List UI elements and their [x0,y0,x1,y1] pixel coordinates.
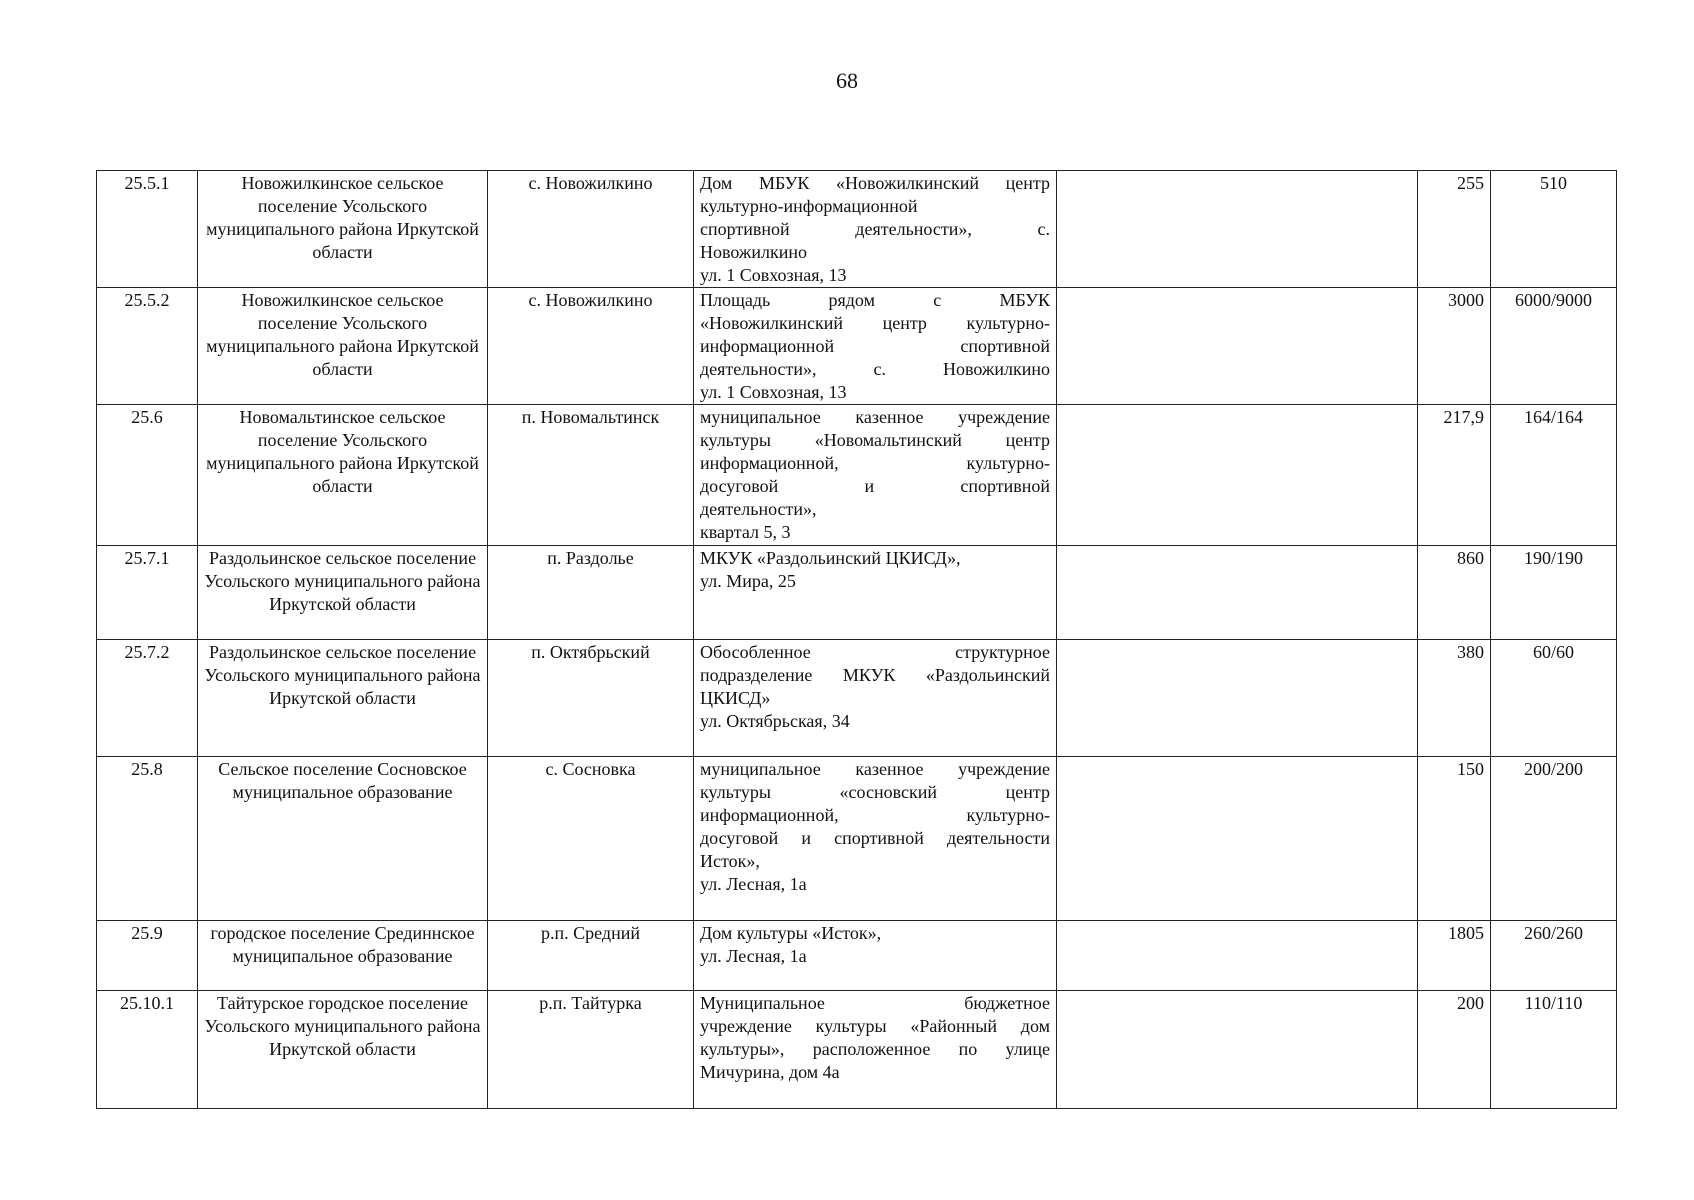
capacity-cell: 260/260 [1491,921,1617,991]
municipality-cell: Тайтурское городское поселение Усольского муниципального района Иркутской области [198,991,488,1109]
description-line: ул. Лесная, 1а [700,874,807,894]
locality-cell: р.п. Средний [488,921,694,991]
description-line: Дом МБУК «Новожилкинский центр [700,173,1050,193]
empty-cell [1057,405,1418,546]
municipality-cell: Новожилкинское сельское поселение Усольского муниципального района Иркутской области [198,171,488,288]
table-row [97,405,1617,546]
description-line: культурно-информационной [700,196,918,216]
facility-description [694,171,1057,288]
locality-cell: п. Раздолье [488,546,694,640]
locality-cell: с. Сосновка [488,757,694,921]
row-number: 25.10.1 [97,991,198,1109]
empty-cell [1057,991,1418,1109]
empty-cell [1057,921,1418,991]
description-line: Муниципальное бюджетное [700,993,1050,1013]
table-row [97,921,1617,991]
municipality-cell: Раздольинское сельское поселение Усольского муниципального района Иркутской области [198,640,488,757]
table-body [97,171,1617,1109]
description-line: муниципальное казенное учреждение [700,407,1050,427]
description-line: Площадь рядом с МБУК [700,290,1050,310]
area-cell: 150 [1418,757,1491,921]
row-number: 25.6 [97,405,198,546]
table-row [97,757,1617,921]
facility-description [694,288,1057,405]
area-cell: 217,9 [1418,405,1491,546]
facility-description [694,757,1057,921]
facility-description [694,405,1057,546]
description-line: Обособленное структурное [700,642,1050,662]
description-line: Новожилкино [700,242,807,262]
description-line: муниципальное казенное учреждение [700,759,1050,779]
table-row [97,640,1617,757]
description-line: ул. Октябрьская, 34 [700,711,850,731]
description-line: досуговой и спортивной [700,476,1050,496]
capacity-cell: 164/164 [1491,405,1617,546]
page-number: 68 [836,68,858,93]
description-line: Дом культуры «Исток», [700,923,882,943]
area-cell: 200 [1418,991,1491,1109]
municipality-cell: Новомальтинское сельское поселение Усольского муниципального района Иркутской области [198,405,488,546]
locality-cell: с. Новожилкино [488,288,694,405]
description-line: ул. 1 Совхозная, 13 [700,265,847,285]
capacity-cell: 200/200 [1491,757,1617,921]
area-cell: 860 [1418,546,1491,640]
row-number: 25.8 [97,757,198,921]
area-cell: 1805 [1418,921,1491,991]
capacity-cell: 190/190 [1491,546,1617,640]
row-number: 25.5.1 [97,171,198,288]
municipality-cell: Раздольинское сельское поселение Усольского муниципального района Иркутской области [198,546,488,640]
table-row [97,288,1617,405]
empty-cell [1057,757,1418,921]
description-line: ул. 1 Совхозная, 13 [700,382,847,402]
description-line: ЦКИСД» [700,688,771,708]
area-cell: 255 [1418,171,1491,288]
description-line: подразделение МКУК «Раздольинский [700,665,1050,685]
description-line: Исток», [700,851,760,871]
area-cell: 380 [1418,640,1491,757]
row-number: 25.9 [97,921,198,991]
table-row [97,546,1617,640]
description-line: деятельности», с. Новожилкино [700,359,1050,379]
capacity-cell: 510 [1491,171,1617,288]
description-line: информационной спортивной [700,336,1050,356]
description-line: культуры», расположенное по улице [700,1039,1050,1059]
description-line: «Новожилкинский центр культурно- [700,313,1050,333]
description-line: МКУК «Раздольинский ЦКИСД», [700,548,961,568]
facility-description [694,921,1057,991]
table-row [97,171,1617,288]
municipality-cell: Новожилкинское сельское поселение Усольского муниципального района Иркутской области [198,288,488,405]
capacity-cell: 110/110 [1491,991,1617,1109]
table-row [97,991,1617,1109]
description-line: деятельности», [700,499,817,519]
row-number: 25.5.2 [97,288,198,405]
description-line: учреждение культуры «Районный дом [700,1016,1050,1036]
locality-cell: с. Новожилкино [488,171,694,288]
description-line: ул. Лесная, 1а [700,946,807,966]
capacity-cell: 6000/9000 [1491,288,1617,405]
facility-description [694,640,1057,757]
empty-cell [1057,546,1418,640]
description-line: досуговой и спортивной деятельности [700,828,1050,848]
description-line: ул. Мира, 25 [700,571,796,591]
municipality-cell: городское поселение Срединнское муниципальное образование [198,921,488,991]
description-line: информационной, культурно- [700,453,1050,473]
description-line: культуры «Новомальтинский центр [700,430,1050,450]
empty-cell [1057,171,1418,288]
description-line: Мичурина, дом 4а [700,1062,840,1082]
description-line: спортивной деятельности», с. [700,219,1050,239]
row-number: 25.7.1 [97,546,198,640]
empty-cell [1057,640,1418,757]
description-line: культуры «сосновский центр [700,782,1050,802]
capacity-cell: 60/60 [1491,640,1617,757]
description-line: информационной, культурно- [700,805,1050,825]
locality-cell: п. Новомальтинск [488,405,694,546]
locality-cell: п. Октябрьский [488,640,694,757]
locality-cell: р.п. Тайтурка [488,991,694,1109]
municipality-cell: Сельское поселение Сосновское муниципальное образование [198,757,488,921]
empty-cell [1057,288,1418,405]
description-line: квартал 5, 3 [700,522,791,542]
facility-description [694,991,1057,1109]
facilities-table [96,170,1617,1109]
row-number: 25.7.2 [97,640,198,757]
facility-description [694,546,1057,640]
area-cell: 3000 [1418,288,1491,405]
